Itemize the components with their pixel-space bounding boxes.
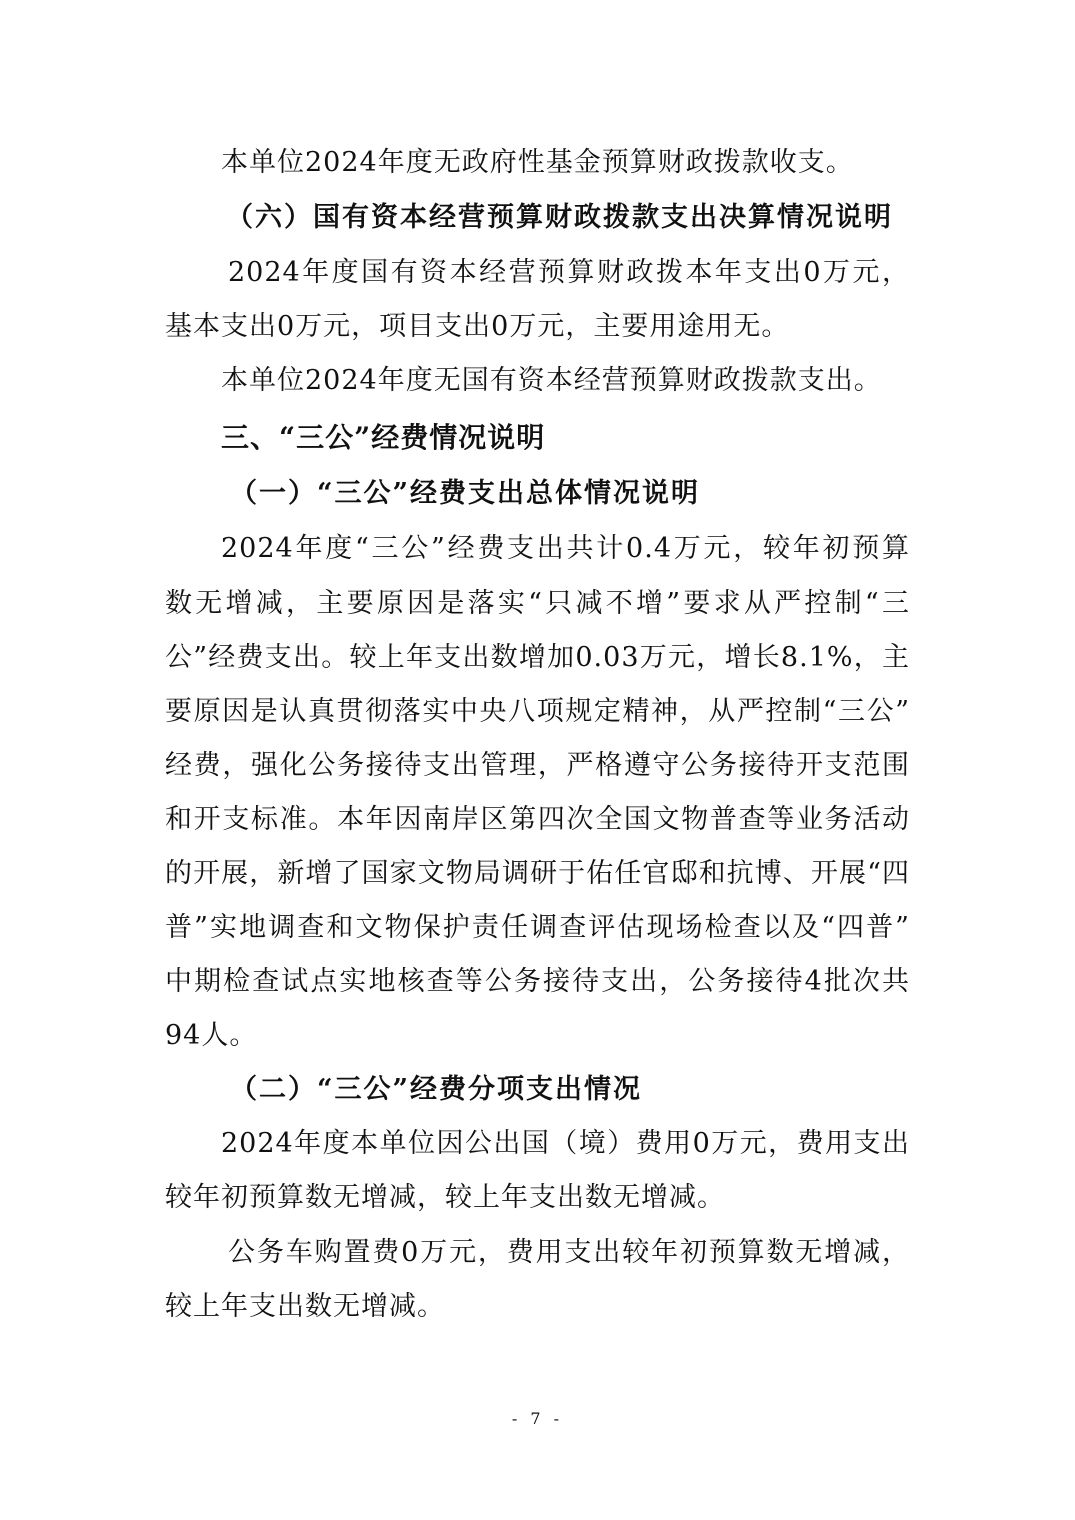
paragraph-line: 的开展，新增了国家文物局调研于佑任官邸和抗博、开展“四 bbox=[165, 858, 910, 889]
subsection-heading: （一）“三公”经费支出总体情况说明 bbox=[230, 478, 701, 509]
paragraph-line: 公”经费支出。较上年支出数增加0.03万元，增长8.1%，主 bbox=[165, 642, 910, 673]
paragraph-line: 2024年度本单位因公出国（境）费用0万元，费用支出 bbox=[221, 1128, 910, 1159]
paragraph-line: 中期检查试点实地核查等公务接待支出，公务接待4批次共 bbox=[165, 966, 910, 997]
section-heading: 三、“三公”经费情况说明 bbox=[221, 421, 546, 454]
paragraph-line: 公务车购置费0万元，费用支出较年初预算数无增减， bbox=[228, 1237, 910, 1268]
paragraph-line: 本单位2024年度无政府性基金预算财政拨款收支。 bbox=[221, 147, 854, 178]
subsection-heading: （六）国有资本经营预算财政拨款支出决算情况说明 bbox=[226, 202, 893, 233]
paragraph-line: 和开支标准。本年因南岸区第四次全国文物普查等业务活动 bbox=[165, 804, 910, 835]
paragraph-line: 2024年度国有资本经营预算财政拨本年支出0万元， bbox=[228, 257, 910, 288]
paragraph-line: 较年初预算数无增减，较上年支出数无增减。 bbox=[165, 1182, 725, 1213]
paragraph-line: 94人。 bbox=[165, 1020, 258, 1051]
paragraph-line: 2024年度“三公”经费支出共计0.4万元，较年初预算 bbox=[221, 533, 910, 564]
paragraph-line: 经费，强化公务接待支出管理，严格遵守公务接待开支范围 bbox=[165, 750, 910, 781]
paragraph-line: 本单位2024年度无国有资本经营预算财政拨款支出。 bbox=[221, 365, 882, 396]
subsection-heading: （二）“三公”经费分项支出情况 bbox=[230, 1074, 643, 1105]
paragraph-line: 基本支出0万元，项目支出0万元，主要用途用无。 bbox=[165, 311, 790, 342]
paragraph-line: 要原因是认真贯彻落实中央八项规定精神，从严控制“三公” bbox=[165, 696, 910, 727]
page-number: - 7 - bbox=[511, 1409, 564, 1428]
paragraph-line: 较上年支出数无增减。 bbox=[165, 1291, 445, 1322]
paragraph-line: 普”实地调查和文物保护责任调查评估现场检查以及“四普” bbox=[165, 912, 910, 943]
paragraph-line: 数无增减，主要原因是落实“只减不增”要求从严控制“三 bbox=[165, 588, 910, 619]
